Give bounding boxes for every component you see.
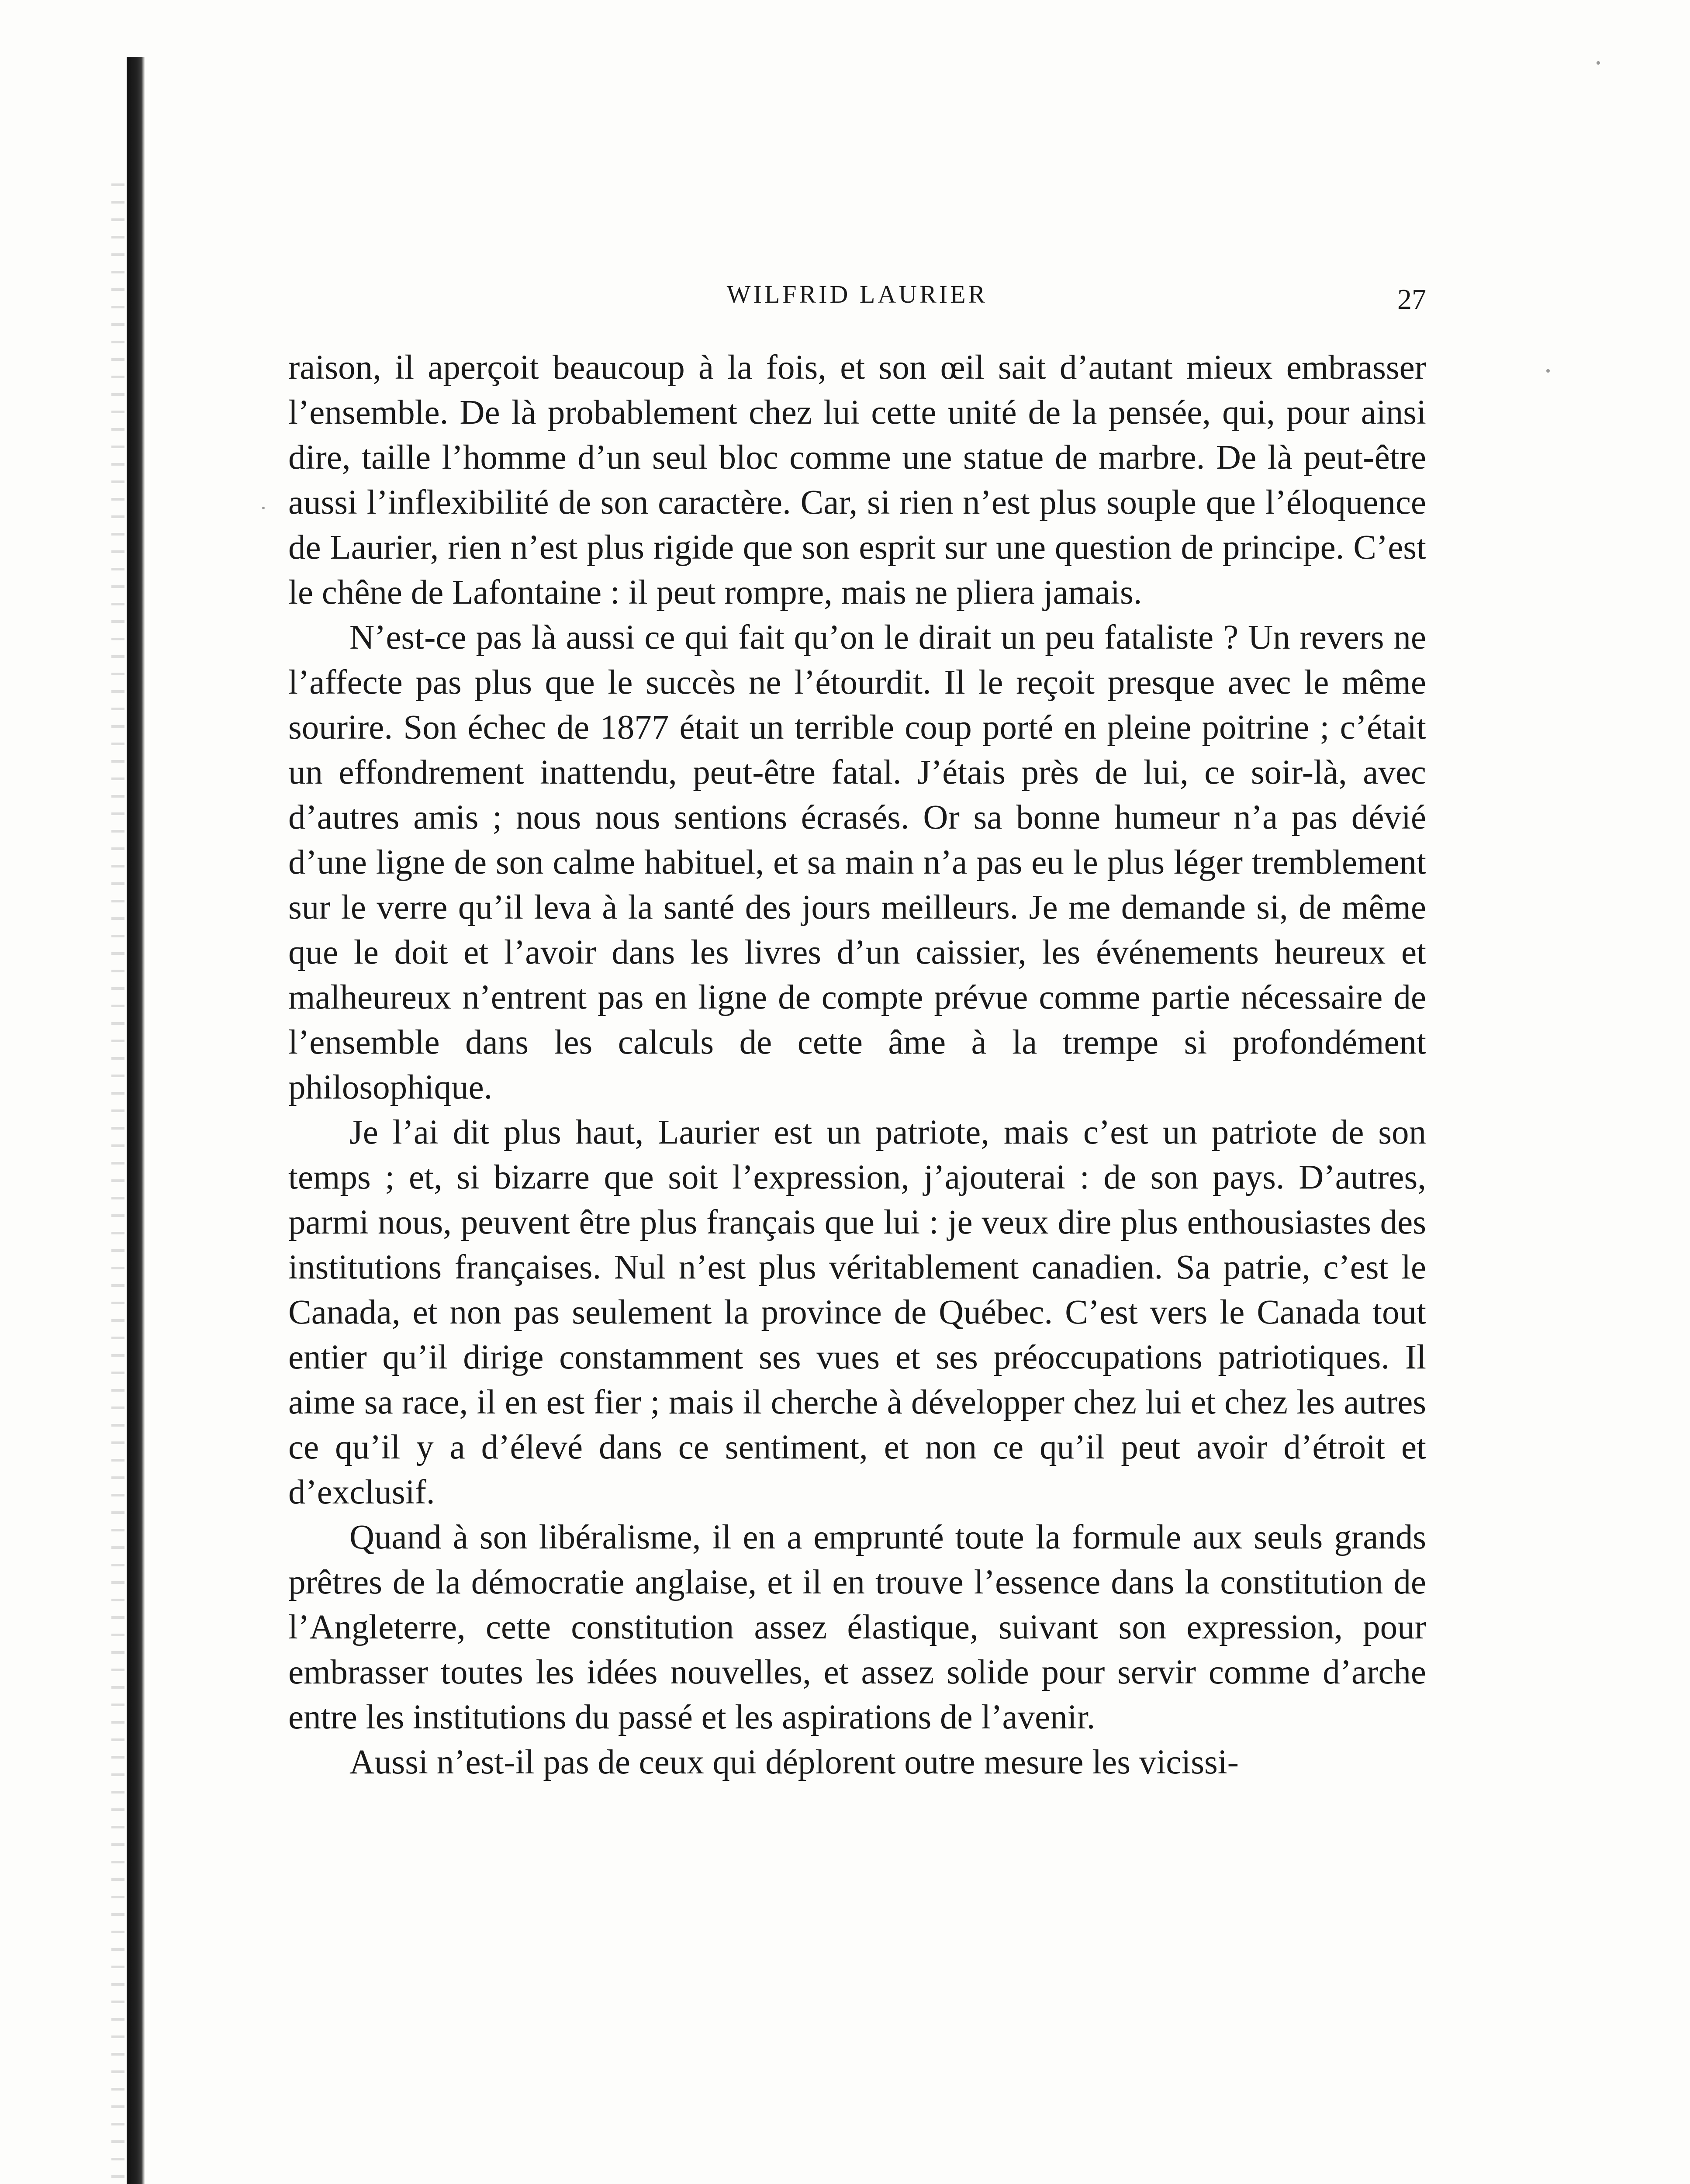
scan-speck bbox=[262, 507, 265, 509]
page-number: 27 bbox=[1397, 283, 1426, 315]
body-text bbox=[288, 345, 1426, 1785]
paragraph: Je l’ai dit plus haut, Laurier est un patriote, mais c’est un patriote de son temps ; et, si bizarre que soit l’expression, j’ajouterai : de son pays. D’autres, parmi nous, peuvent être plus français que lui : je veux dire plus enthousiastes des institutions françaises. Nul n’est plus véritablement canadien. Sa patrie, c’est le Canada, et non pas seulement la province de Québec. C’est vers le Canada tout entier qu’il dirige constamment ses vues et ses préoccupations patriotiques. Il aime sa race, il en est fier ; mais il cherche à développer chez lui et chez les autres ce qu’il y a d’élevé dans ce sentiment, et non ce qu’il peut avoir d’étroit et d’exclusif. bbox=[288, 1113, 1426, 1511]
scan-speck bbox=[1546, 369, 1550, 373]
book-binding-shadow bbox=[127, 57, 145, 2184]
paragraph: N’est-ce pas là aussi ce qui fait qu’on le dirait un peu fataliste ? Un revers ne l’affecte pas plus que le succès ne l’étourdit. Il le reçoit presque avec le même sourire. Son échec de 1877 était un terrible coup porté en pleine poitrine ; c’était un effondrement inattendu, peut-être fatal. J’étais près de lui, ce soir-là, avec d’autres amis ; nous nous sentions écrasés. Or sa bonne humeur n’a pas dévié d’une ligne de son calme habituel, et sa main n’a pas eu le plus léger tremblement sur le verre qu’il leva à la santé des jours meilleurs. Je me demande si, de même que le doit et l’avoir dans les livres d’un caissier, les événements heureux et malheureux n’entrent pas en ligne de compte prévue comme partie nécessaire de l’ensemble dans les calculs de cette âme à la trempe si profondément philosophique. bbox=[288, 619, 1426, 1106]
paragraph-hyphenated-end: Aussi n’est-il pas de ceux qui déplorent outre mesure les vicissi- bbox=[349, 1743, 1239, 1781]
paragraph: Quand à son libéralisme, il en a emprunté toute la formule aux seuls grands prêtres de la démocratie anglaise, et il en trouve l’essence dans la constitution de l’Angleterre, cette constitution assez élastique, suivant son expression, pour embrasser toutes les idées nouvelles, et assez solide pour servir comme d’arche entre les institutions du passé et les aspirations de l’avenir. bbox=[288, 1518, 1426, 1736]
running-head: WILFRID LAURIER bbox=[726, 280, 988, 308]
page-header bbox=[288, 280, 1426, 328]
paragraph-continuation: raison, il aperçoit beaucoup à la fois, et son œil sait d’autant mieux embrasser l’ensemble. De là probablement chez lui cette unité de la pensée, qui, pour ainsi dire, taille l’homme d’un seul bloc comme une statue de marbre. De là peut-être aussi l’inflexibilité de son caractère. Car, si rien n’est plus souple que l’éloquence de Laurier, rien n’est plus rigide que son esprit sur une question de principe. C’est le chêne de Lafontaine : il peut rompre, mais ne pliera jamais. bbox=[288, 349, 1426, 612]
scan-speck bbox=[1597, 61, 1600, 65]
binding-edge-texture bbox=[111, 183, 124, 2184]
